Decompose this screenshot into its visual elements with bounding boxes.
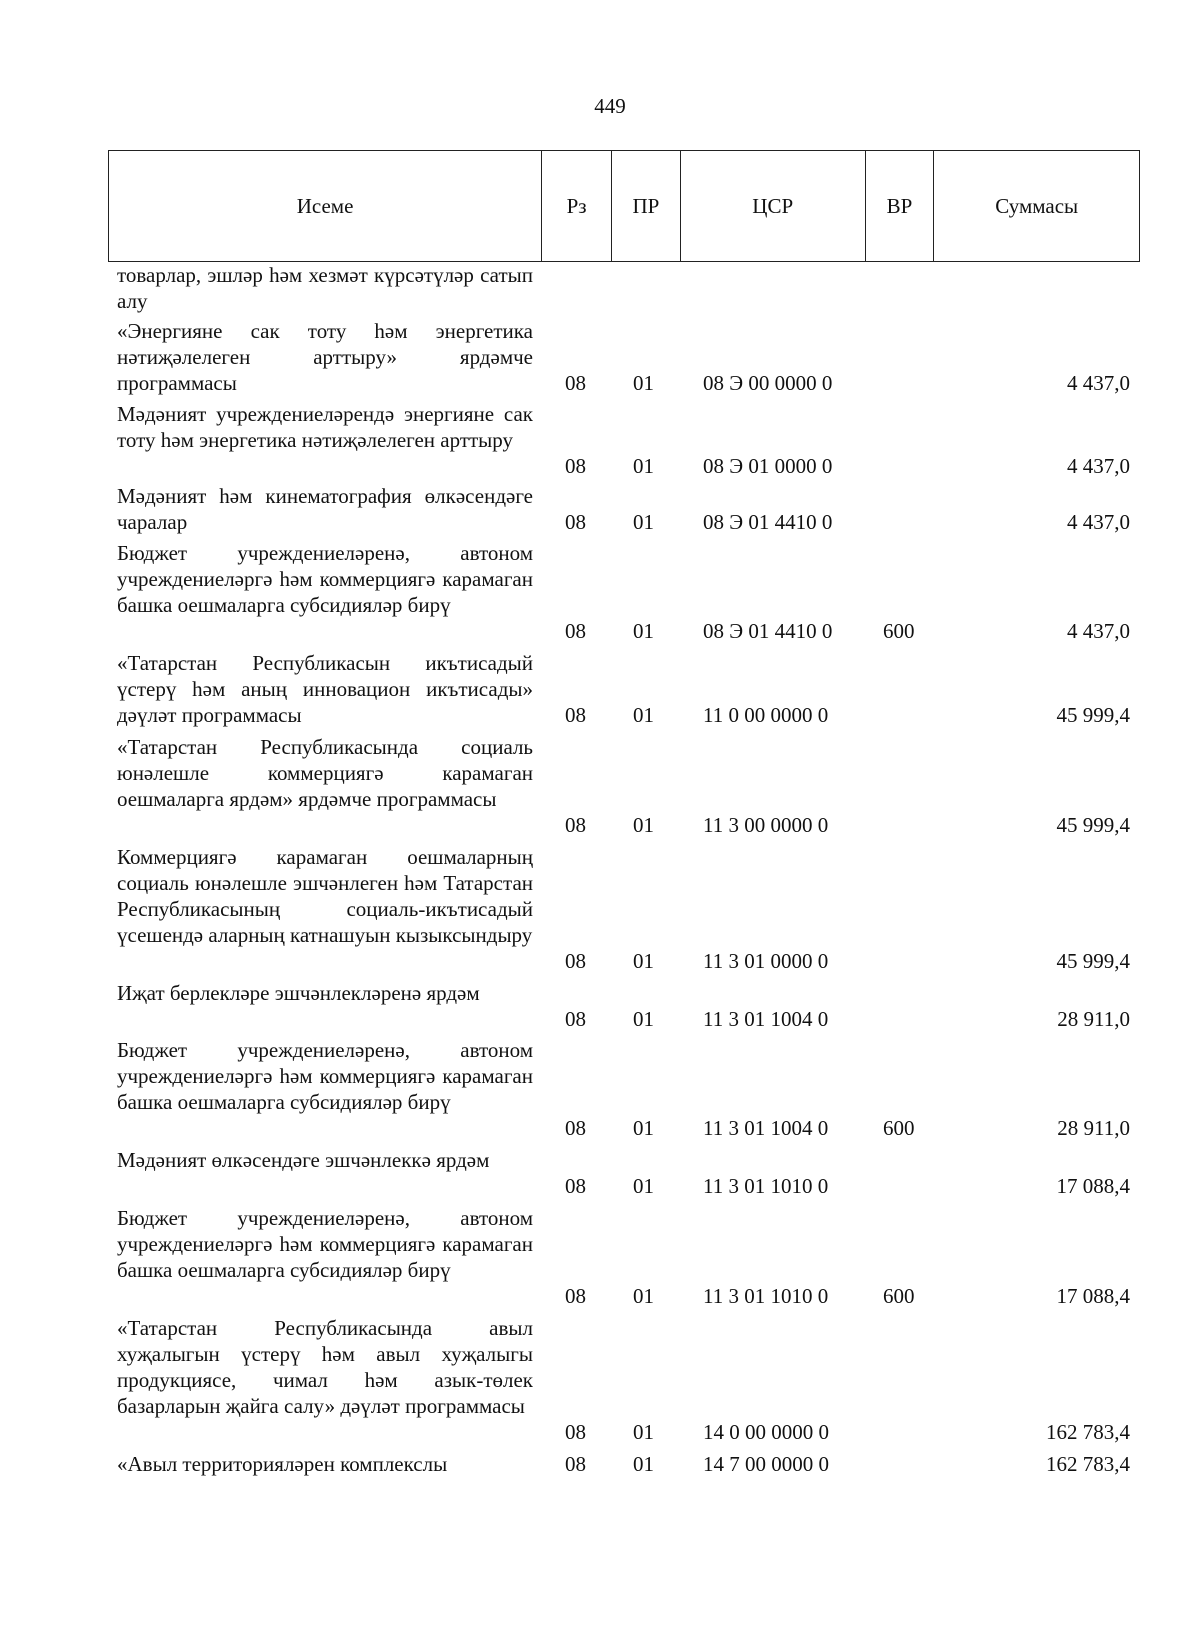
row-rz: 08 — [565, 371, 586, 395]
row-name: Бюджет учреждениеләренә, автоном учреждениеләргә һәм коммерциягә карамаган башка оешмаларга субсидияләр бирү — [117, 1038, 533, 1114]
table-row — [0, 483, 1200, 540]
row-name: Мәдәният учреждениеләрендә энергияне сак тоту һәм энергетика нәтиҗәлелеген арттыру — [117, 402, 533, 452]
row-csr: 08 Э 01 4410 0 — [703, 619, 833, 643]
row-name: «Энергияне сак тоту һәм энергетика нәтиҗәлелеген арттыру» ярдәмче программасы — [117, 319, 533, 395]
row-csr: 11 3 01 1010 0 — [703, 1284, 829, 1308]
row-name: «Авыл территорияләрен комплекслы — [117, 1452, 448, 1476]
row-pr: 01 — [633, 510, 654, 534]
row-pr: 01 — [633, 371, 654, 395]
row-csr: 11 3 01 1004 0 — [703, 1007, 829, 1031]
table-row — [0, 1037, 1200, 1147]
row-sum: 28 911,0 — [1057, 1116, 1130, 1140]
row-sum: 28 911,0 — [1057, 1007, 1130, 1031]
row-rz: 08 — [565, 454, 586, 478]
row-name: Мәдәният һәм кинематография өлкәсендәге чаралар — [117, 484, 533, 534]
row-csr: 11 3 01 1010 0 — [703, 1174, 829, 1198]
row-sum: 4 437,0 — [1067, 454, 1130, 478]
row-sum: 45 999,4 — [1056, 813, 1130, 837]
row-rz: 08 — [565, 1452, 586, 1476]
row-csr: 14 0 00 0000 0 — [703, 1420, 829, 1444]
row-csr: 14 7 00 0000 0 — [703, 1452, 829, 1476]
header-sum: Суммасы — [995, 193, 1079, 218]
row-rz: 08 — [565, 949, 586, 973]
table-row — [0, 650, 1200, 734]
table-row — [0, 318, 1200, 401]
header-name: Исеме — [109, 151, 542, 261]
table-row — [0, 1451, 1200, 1483]
header-vr: ВР — [866, 151, 935, 261]
row-vr: 600 — [883, 1284, 915, 1308]
row-pr: 01 — [633, 1284, 654, 1308]
row-sum: 4 437,0 — [1067, 371, 1130, 395]
row-sum: 162 783,4 — [1046, 1452, 1130, 1476]
row-name: товарлар, эшләр һәм хезмәт күрсәтүләр сатып алу — [117, 263, 533, 313]
row-pr: 01 — [633, 949, 654, 973]
header-csr: ЦСР — [681, 151, 866, 261]
row-pr: 01 — [633, 454, 654, 478]
table-row — [0, 401, 1200, 483]
row-pr: 01 — [633, 619, 654, 643]
row-pr: 01 — [633, 813, 654, 837]
row-vr: 600 — [883, 619, 915, 643]
row-pr: 01 — [633, 1007, 654, 1031]
row-rz: 08 — [565, 703, 586, 727]
row-name: Бюджет учреждениеләренә, автоном учреждениеләргә һәм коммерциягә карамаган башка оешмаларга субсидияләр бирү — [117, 541, 533, 617]
header-pr: ПР — [612, 151, 681, 261]
header-rz: Рз — [542, 151, 612, 261]
table-row — [0, 262, 1200, 318]
row-name: Иҗат берлекләре эшчәнлекләренә ярдәм — [117, 981, 480, 1005]
row-pr: 01 — [633, 703, 654, 727]
table-row — [0, 734, 1200, 844]
row-sum: 45 999,4 — [1056, 949, 1130, 973]
row-rz: 08 — [565, 1284, 586, 1308]
row-pr: 01 — [633, 1116, 654, 1140]
row-csr: 11 3 00 0000 0 — [703, 813, 829, 837]
row-rz: 08 — [565, 813, 586, 837]
row-name: Коммерциягә карамаган оешмаларның социаль юнәлешле эшчәнлеген һәм Татарстан Республикасының социаль-икътисадый үсешендә аларның катнашуын кызыксындыру — [117, 845, 533, 947]
row-name: Бюджет учреждениеләренә, автоном учреждениеләргә һәм коммерциягә карамаган башка оешмаларга субсидияләр бирү — [117, 1206, 533, 1282]
row-rz: 08 — [565, 1174, 586, 1198]
row-csr: 08 Э 00 0000 0 — [703, 371, 833, 395]
row-sum: 162 783,4 — [1046, 1420, 1130, 1444]
row-rz: 08 — [565, 510, 586, 534]
row-csr: 08 Э 01 4410 0 — [703, 510, 833, 534]
row-sum: 4 437,0 — [1067, 510, 1130, 534]
page-number: 449 — [594, 94, 626, 118]
row-name: «Татарстан Республикасын икътисадый үстерү һәм аның инновацион икътисады» дәүләт программасы — [117, 651, 533, 727]
row-csr: 11 3 01 1004 0 — [703, 1116, 829, 1140]
table-row — [0, 980, 1200, 1037]
row-csr: 11 3 01 0000 0 — [703, 949, 829, 973]
row-sum: 45 999,4 — [1056, 703, 1130, 727]
table-row — [0, 540, 1200, 650]
table-row — [0, 1205, 1200, 1315]
row-sum: 17 088,4 — [1056, 1284, 1130, 1308]
table-row — [0, 844, 1200, 980]
row-vr: 600 — [883, 1116, 915, 1140]
row-rz: 08 — [565, 1116, 586, 1140]
row-rz: 08 — [565, 619, 586, 643]
table-row — [0, 1315, 1200, 1451]
table-row — [0, 1147, 1200, 1205]
row-name: «Татарстан Республикасында авыл хуҗалыгын үстерү һәм авыл хуҗалыгы продукциясе, чимал һәм азык-төлек базарларын җайга салу» дәүләт программасы — [117, 1316, 533, 1418]
table-header — [108, 150, 1140, 262]
row-sum: 4 437,0 — [1067, 619, 1130, 643]
row-pr: 01 — [633, 1420, 654, 1444]
row-sum: 17 088,4 — [1056, 1174, 1130, 1198]
row-name: «Татарстан Республикасында социаль юнәлешле коммерциягә карамаган оешмаларга ярдәм» ярдәмче программасы — [117, 735, 533, 811]
table-body — [0, 262, 1200, 1483]
row-pr: 01 — [633, 1452, 654, 1476]
row-rz: 08 — [565, 1007, 586, 1031]
row-name: Мәдәният өлкәсендәге эшчәнлеккә ярдәм — [117, 1148, 490, 1172]
row-rz: 08 — [565, 1420, 586, 1444]
row-pr: 01 — [633, 1174, 654, 1198]
row-csr: 11 0 00 0000 0 — [703, 703, 829, 727]
row-csr: 08 Э 01 0000 0 — [703, 454, 833, 478]
